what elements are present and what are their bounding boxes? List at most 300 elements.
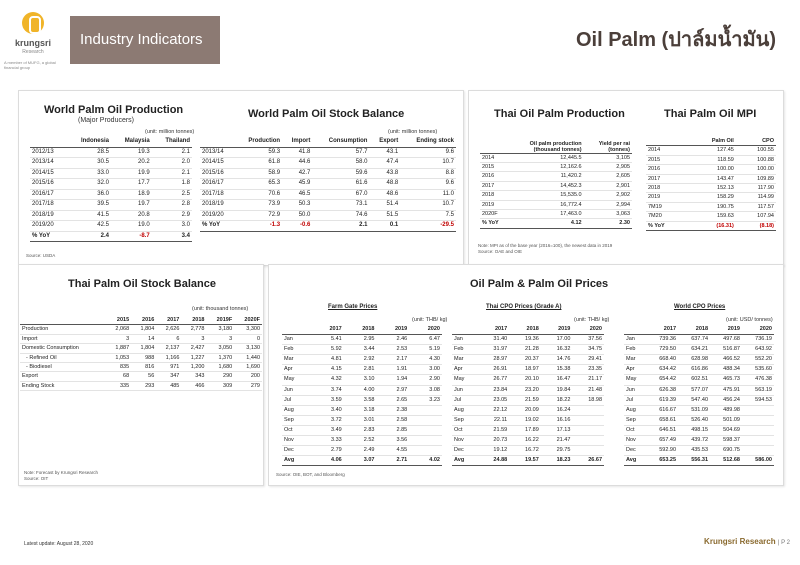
table-row (20, 353, 262, 362)
table-cell: 16.22 (509, 436, 541, 446)
table-row (646, 212, 776, 221)
table-row (646, 174, 776, 183)
table-row (282, 335, 442, 345)
table-cell (572, 446, 604, 456)
table-cell: 988 (131, 353, 156, 362)
table-cell: 19.3 (111, 147, 152, 158)
yoy-row (646, 221, 776, 230)
table-cell: 18.22 (541, 395, 573, 405)
table-cell: 127.45 (686, 146, 736, 155)
table-cell: 2019 (480, 200, 501, 209)
thai-production-note: Note: MPI as of the base year (2016=100), the newest data in 2019 (478, 243, 613, 248)
table-cell: 73.9 (234, 200, 282, 211)
table-cell: 293 (131, 381, 156, 390)
table-cell (742, 415, 774, 425)
table-row (452, 446, 604, 456)
table-row (480, 162, 632, 171)
table-cell (742, 446, 774, 456)
table-row (452, 375, 604, 385)
table-cell: 32.0 (66, 179, 111, 190)
foot-cell: 2.30 (584, 219, 632, 228)
table-row (480, 209, 632, 218)
table-row (624, 395, 774, 405)
table-cell: 626.38 (646, 385, 678, 395)
table-cell (742, 425, 774, 435)
table-row (282, 365, 442, 375)
table-cell: Nov (282, 436, 311, 446)
table-cell: 3 (106, 334, 131, 343)
table-cell: 5.19 (409, 345, 442, 355)
table-row (30, 189, 192, 200)
table-cell (572, 425, 604, 435)
table-cell: 2.79 (311, 446, 344, 456)
table-row (452, 415, 604, 425)
table-cell: 8.8 (400, 168, 456, 179)
farm-gate-table (282, 325, 442, 466)
table-cell: 59.6 (312, 168, 369, 179)
table-cell: 58.9 (234, 168, 282, 179)
header-cell: Ending stock (400, 137, 456, 147)
foot-cell: 556.31 (678, 456, 710, 466)
table-cell: 41.5 (66, 210, 111, 221)
table-cell: 16.72 (509, 446, 541, 456)
table-row (452, 355, 604, 365)
table-cell: 19.12 (478, 446, 510, 456)
table-cell: 2,605 (584, 172, 632, 181)
world-production-source: Source: USDA (26, 253, 56, 258)
table-row (452, 395, 604, 405)
header-cell: 2019 (710, 325, 742, 335)
table-row (200, 200, 456, 211)
table-cell: 2.85 (376, 425, 409, 435)
table-cell: 2.81 (344, 365, 377, 375)
table-row (480, 172, 632, 181)
table-cell: 17.13 (541, 425, 573, 435)
header-cell: Malaysia (111, 137, 152, 147)
table-cell: 475.91 (710, 385, 742, 395)
world-production-unit: (unit: million tonnes) (145, 129, 195, 135)
table-cell: 309 (206, 381, 234, 390)
logo-tagline: A member of MUFG, a global financial group (4, 60, 56, 70)
foot-cell: 2.1 (312, 221, 369, 232)
table-row (282, 415, 442, 425)
table-cell: 816 (131, 363, 156, 372)
header-cell: 2019 (376, 325, 409, 335)
world-stock-unit: (unit: million tonnes) (388, 129, 438, 135)
table-cell: 3.72 (311, 415, 344, 425)
table-cell: 485 (156, 381, 181, 390)
table-cell: Feb (282, 345, 311, 355)
table-cell: May (624, 375, 646, 385)
header-cell: Production (234, 137, 282, 147)
table-cell: 51.5 (369, 210, 400, 221)
table-cell: Aug (282, 405, 311, 415)
table-row (30, 179, 192, 190)
table-cell: 17,463.0 (501, 209, 584, 218)
table-cell: 2.58 (376, 415, 409, 425)
table-cell: 117.90 (736, 184, 776, 193)
header-cell: Oil palm production (thousand tonnes) (501, 137, 584, 153)
table-cell: Oct (624, 425, 646, 435)
table-cell: 628.98 (678, 355, 710, 365)
table-row (624, 436, 774, 446)
header-cell: Export (369, 137, 400, 147)
table-row (452, 436, 604, 446)
footer-brand-name: Krungsri Research (704, 537, 776, 546)
table-cell: 16.47 (541, 375, 573, 385)
table-row (624, 345, 774, 355)
krungsri-logo (0, 0, 66, 74)
table-cell: 2.53 (376, 345, 409, 355)
table-cell (409, 415, 442, 425)
table-cell: 2016/17 (200, 179, 234, 190)
table-cell: 1,804 (131, 344, 156, 353)
table-row (200, 147, 456, 158)
table-row (30, 147, 192, 158)
table-row (480, 200, 632, 209)
table-row (30, 221, 192, 232)
table-cell: 70.6 (234, 189, 282, 200)
table-cell: 50.0 (282, 210, 312, 221)
thai-production-title: Thai Oil Palm Production (494, 108, 625, 120)
table-cell: 2.83 (344, 425, 377, 435)
table-cell: Jul (452, 395, 478, 405)
table-cell: 26.77 (478, 375, 510, 385)
world-cpo-title: World CPO Prices (674, 304, 726, 310)
header-cell: 2016 (131, 316, 156, 325)
table-cell: 68 (106, 372, 131, 381)
table-row (480, 153, 632, 162)
table-cell: 2,905 (584, 162, 632, 171)
table-row (200, 179, 456, 190)
table-cell: 3.23 (409, 395, 442, 405)
table-cell: 3,180 (206, 325, 234, 334)
table-cell: 0 (234, 334, 262, 343)
table-cell: 2014 (646, 146, 686, 155)
table-cell: 3.00 (409, 365, 442, 375)
table-cell: 29.41 (572, 355, 604, 365)
table-cell: 73.1 (312, 200, 369, 211)
thai-production-source: Source: OAE and OIE (478, 249, 523, 254)
table-cell: 526.40 (678, 415, 710, 425)
foot-cell: 4.06 (311, 456, 344, 466)
table-cell: 20.2 (111, 158, 152, 169)
table-cell: Production (20, 325, 106, 334)
table-cell: - Biodiesel (20, 363, 106, 372)
last-update: Latest update: August 28, 2020 (24, 541, 94, 547)
table-row (624, 385, 774, 395)
table-cell: 2013/14 (30, 158, 66, 169)
table-cell: 2013/14 (200, 147, 234, 158)
table-cell: 12,445.5 (501, 153, 584, 162)
table-cell: - Refined Oil (20, 353, 106, 362)
table-cell: 56 (131, 372, 156, 381)
table-cell: 2017 (646, 174, 686, 183)
table-cell: 516.87 (710, 345, 742, 355)
table-cell: 10.7 (400, 158, 456, 169)
table-cell: 498.15 (678, 425, 710, 435)
table-cell: 16,772.4 (501, 200, 584, 209)
table-cell: Jan (624, 335, 646, 345)
table-cell: 657.49 (646, 436, 678, 446)
table-cell: 1,440 (234, 353, 262, 362)
table-cell: 2019/20 (200, 210, 234, 221)
table-cell: 2.1 (152, 168, 192, 179)
table-cell: 729.50 (646, 345, 678, 355)
thai-cpo-unit: (unit: THB/ kg) (574, 317, 610, 323)
table-cell: Mar (452, 355, 478, 365)
table-row (452, 335, 604, 345)
table-cell: 159.63 (686, 212, 736, 221)
yoy-row (480, 219, 632, 228)
table-cell: Apr (452, 365, 478, 375)
foot-cell: 4.02 (409, 456, 442, 466)
table-cell: 21.59 (478, 425, 510, 435)
header-cell: 2017 (311, 325, 344, 335)
table-cell: 347 (156, 372, 181, 381)
table-cell: 100.00 (686, 165, 736, 174)
world-cpo-unit: (unit: USD/ tonnes) (726, 317, 773, 323)
table-cell: 61.6 (312, 179, 369, 190)
header-cell (624, 325, 646, 335)
table-cell: 1,053 (106, 353, 131, 362)
table-cell: Apr (624, 365, 646, 375)
table-row (624, 355, 774, 365)
table-cell: 22.12 (478, 405, 510, 415)
table-cell: 616.67 (646, 405, 678, 415)
table-cell: 563.19 (742, 385, 774, 395)
table-cell: Ending Stock (20, 381, 106, 390)
table-cell: 29.75 (541, 446, 573, 456)
table-cell: 152.13 (686, 184, 736, 193)
table-cell: Mar (624, 355, 646, 365)
table-cell: 15,535.0 (501, 191, 584, 200)
foot-cell: 653.25 (646, 456, 678, 466)
page-number: | P 2 (777, 540, 790, 546)
table-cell: 57.7 (312, 147, 369, 158)
header-cell (282, 325, 311, 335)
table-cell: 2019 (646, 193, 686, 202)
table-cell: 637.74 (678, 335, 710, 345)
table-row (282, 395, 442, 405)
yoy-row (200, 221, 456, 232)
header-cell: Consumption (312, 137, 369, 147)
table-cell: 18.9 (111, 189, 152, 200)
table-cell: 971 (156, 363, 181, 372)
header-cell: 2015 (106, 316, 131, 325)
table-cell: 619.39 (646, 395, 678, 405)
table-cell: 3,130 (234, 344, 262, 353)
table-cell: 2.0 (152, 158, 192, 169)
table-cell: 4.30 (409, 355, 442, 365)
table-cell: May (452, 375, 478, 385)
table-row (200, 158, 456, 169)
table-cell: 72.9 (234, 210, 282, 221)
table-cell: 2.92 (344, 355, 377, 365)
header-cell: 2020 (742, 325, 774, 335)
table-cell: 456.24 (710, 395, 742, 405)
table-row (30, 168, 192, 179)
table-cell: 22.11 (478, 415, 510, 425)
table-cell: 2,137 (156, 344, 181, 353)
table-cell: 3.59 (311, 395, 344, 405)
table-cell: 2020F (480, 209, 501, 218)
table-cell: 19.84 (541, 385, 573, 395)
table-cell: 2017/18 (30, 200, 66, 211)
header (0, 0, 800, 74)
table-cell: 2014/15 (30, 168, 66, 179)
table-cell: 668.40 (646, 355, 678, 365)
table-cell: 3.33 (311, 436, 344, 446)
foot-cell: 0.1 (369, 221, 400, 232)
table-cell: 2,427 (181, 344, 206, 353)
table-cell: 46.5 (282, 189, 312, 200)
table-row (646, 202, 776, 211)
header-cell: 2020 (409, 325, 442, 335)
table-cell: 100.55 (736, 146, 776, 155)
header-cell (646, 137, 686, 146)
table-cell: 58.0 (312, 158, 369, 169)
table-cell: 41.8 (282, 147, 312, 158)
foot-cell: Avg (624, 456, 646, 466)
table-cell: 1,200 (181, 363, 206, 372)
table-cell: 7.5 (400, 210, 456, 221)
foot-cell: -0.6 (282, 221, 312, 232)
table-cell: 535.60 (742, 365, 774, 375)
table-cell: 2,902 (584, 191, 632, 200)
table-cell: 2.17 (376, 355, 409, 365)
table-cell: 1.91 (376, 365, 409, 375)
table-cell: 488.34 (710, 365, 742, 375)
table-row (282, 436, 442, 446)
table-cell: 343 (181, 372, 206, 381)
table-row (200, 210, 456, 221)
table-row (282, 385, 442, 395)
table-cell: 48.6 (369, 189, 400, 200)
table-row (282, 345, 442, 355)
table-cell: 654.42 (646, 375, 678, 385)
table-cell: Jan (282, 335, 311, 345)
table-cell: 3.40 (311, 405, 344, 415)
table-row (646, 184, 776, 193)
table-cell: 3.44 (344, 345, 377, 355)
table-cell: Feb (452, 345, 478, 355)
table-cell: Dec (624, 446, 646, 456)
foot-cell: 19.57 (509, 456, 541, 466)
table-cell: 17.89 (509, 425, 541, 435)
table-cell: 44.6 (282, 158, 312, 169)
table-cell: 547.40 (678, 395, 710, 405)
table-cell: 465.73 (710, 375, 742, 385)
foot-cell: -1.3 (234, 221, 282, 232)
page-title: Oil Palm (ปาล์มน้ำมัน) (220, 16, 800, 64)
table-cell: Jul (282, 395, 311, 405)
header-cell: 2017 (156, 316, 181, 325)
foot-cell: 4.12 (501, 219, 584, 228)
foot-cell: 26.67 (572, 456, 604, 466)
table-cell: 3.74 (311, 385, 344, 395)
table-row (452, 405, 604, 415)
table-cell: 74.6 (312, 210, 369, 221)
table-row (452, 345, 604, 355)
table-cell: 20.8 (111, 210, 152, 221)
thai-mpi-table (646, 137, 776, 231)
table-cell (409, 425, 442, 435)
table-row (282, 425, 442, 435)
world-production-table (30, 137, 192, 242)
foot-cell: -8.7 (111, 231, 152, 242)
foot-cell: Avg (452, 456, 478, 466)
table-cell: 2014/15 (200, 158, 234, 169)
table-row (20, 381, 262, 390)
table-cell: Dec (282, 446, 311, 456)
table-cell: 7M19 (646, 202, 686, 211)
table-cell: 634.21 (678, 345, 710, 355)
table-cell: 190.75 (686, 202, 736, 211)
table-cell: 100.88 (736, 155, 776, 164)
table-row (20, 344, 262, 353)
table-cell: Domestic Consumption (20, 344, 106, 353)
table-cell: Mar (282, 355, 311, 365)
table-cell: 1,804 (131, 325, 156, 334)
foot-cell: % YoY (482, 220, 499, 227)
table-cell: Sep (624, 415, 646, 425)
table-cell: 21.17 (572, 375, 604, 385)
table-cell: 23.84 (478, 385, 510, 395)
table-cell: 2,901 (584, 181, 632, 190)
table-cell: 3,300 (234, 325, 262, 334)
table-cell: 439.72 (678, 436, 710, 446)
table-cell: 1,166 (156, 353, 181, 362)
table-cell (742, 405, 774, 415)
foot-cell: 512.68 (710, 456, 742, 466)
table-cell: 30.5 (66, 158, 111, 169)
table-cell: 109.89 (736, 174, 776, 183)
header-cell: Indonesia (66, 137, 111, 147)
table-cell: 577.07 (678, 385, 710, 395)
table-row (200, 189, 456, 200)
foot-cell: 2.4 (66, 231, 111, 242)
thai-production-table (480, 137, 632, 229)
table-cell: 3.56 (376, 436, 409, 446)
header-cell: 2018 (678, 325, 710, 335)
table-row (20, 363, 262, 372)
table-cell: 6.47 (409, 335, 442, 345)
table-cell: 9.6 (400, 147, 456, 158)
table-cell: 2.46 (376, 335, 409, 345)
thai-cpo-title: Thai CPO Prices (Grade A) (486, 304, 562, 310)
table-row (452, 365, 604, 375)
table-cell: 2017 (480, 181, 501, 190)
foot-cell: % YoY (30, 231, 66, 242)
table-cell: Nov (624, 436, 646, 446)
table-cell: Sep (282, 415, 311, 425)
table-cell: 6 (156, 334, 181, 343)
header-cell: 2019F (206, 316, 234, 325)
header-cell (20, 316, 106, 325)
table-cell (409, 446, 442, 456)
table-cell: 14.76 (541, 355, 573, 365)
table-cell: 18.97 (509, 365, 541, 375)
table-row (30, 200, 192, 211)
table-cell: 31.97 (478, 345, 510, 355)
table-cell: 21.28 (509, 345, 541, 355)
table-cell: Oct (282, 425, 311, 435)
table-cell: 594.53 (742, 395, 774, 405)
thai-stock-source: Source: OIT (24, 476, 49, 481)
table-cell: Jun (624, 385, 646, 395)
table-cell: 200 (234, 372, 262, 381)
